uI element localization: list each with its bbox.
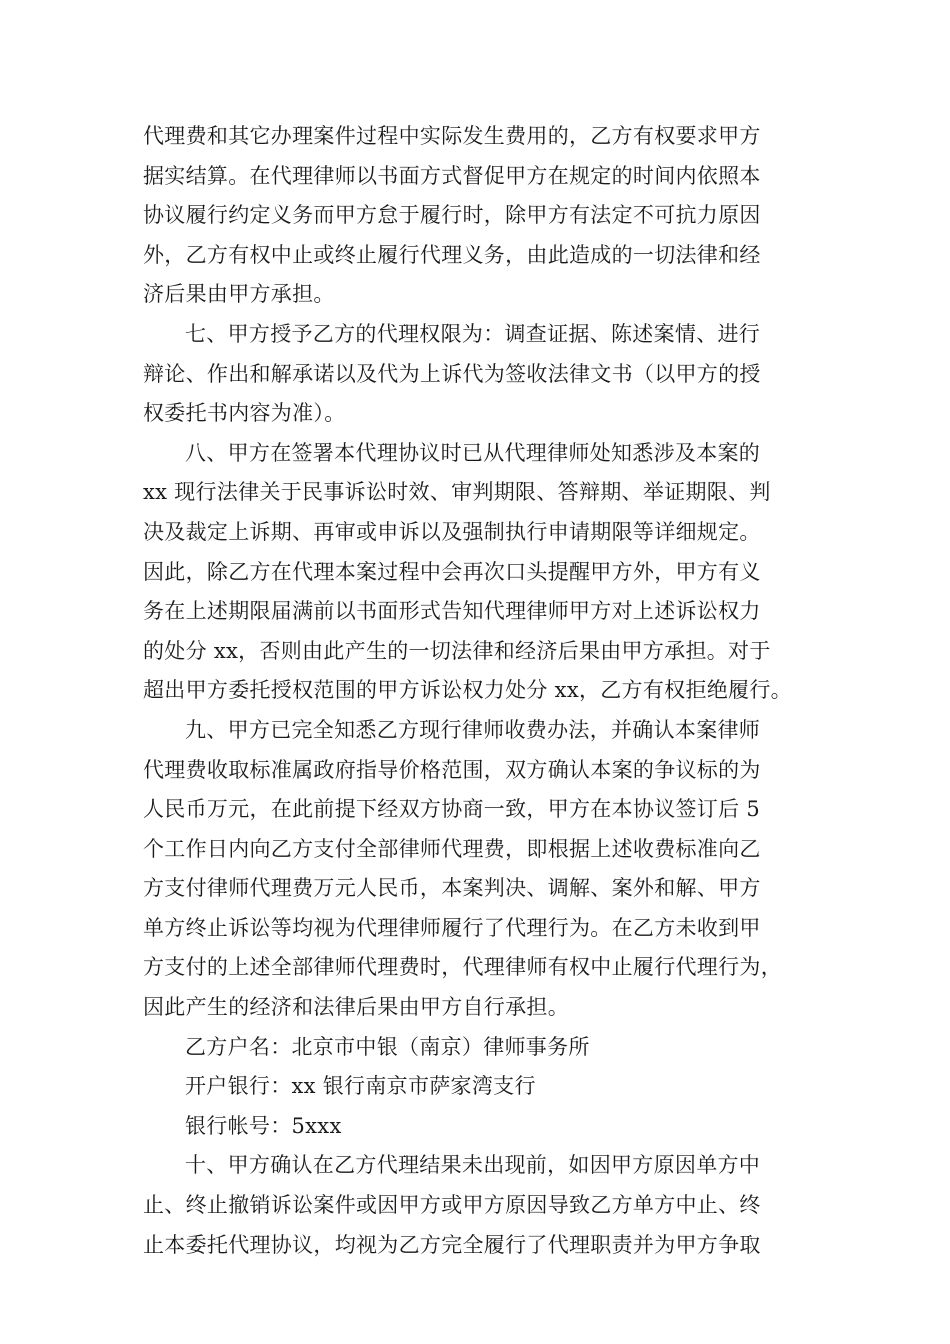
text-line: 个工作日内向乙方支付全部律师代理费，即根据上述收费标准向乙 xyxy=(143,836,761,861)
bank-name-line xyxy=(143,1067,807,1107)
text-line: 辩论、作出和解承诺以及代为上诉代为签收法律文书（以甲方的授 xyxy=(143,361,761,386)
text-line: 十、甲方确认在乙方代理结果未出现前，如因甲方原因单方中 xyxy=(185,1153,761,1178)
text-line: 七、甲方授予乙方的代理权限为：调查证据、陈述案情、进行 xyxy=(185,321,761,346)
text-line: 因此，除乙方在代理本案过程中会再次口头提醒甲方外，甲方有义 xyxy=(143,559,761,584)
account-number: 银行帐号：5xxx xyxy=(185,1113,342,1138)
text-line: 超出甲方委托授权范围的甲方诉讼权力处分 xx，乙方有权拒绝履行。 xyxy=(143,678,792,703)
bank-name: 开户银行：xx 银行南京市萨家湾支行 xyxy=(185,1074,536,1099)
text-line: 协议履行约定义务而甲方怠于履行时，除甲方有法定不可抗力原因 xyxy=(143,203,761,228)
account-name: 乙方户名：北京市中银（南京）律师事务所 xyxy=(185,1034,590,1059)
text-line: 务在上述期限届满前以书面形式告知代理律师甲方对上述诉讼权力 xyxy=(143,599,761,624)
document-body xyxy=(143,117,807,1265)
text-line: 外，乙方有权中止或终止履行代理义务，由此造成的一切法律和经 xyxy=(143,242,761,267)
text-line: 方支付律师代理费万元人民币，本案判决、调解、案外和解、甲方 xyxy=(143,876,761,901)
text-line: 的处分 xx，否则由此产生的一切法律和经济后果由甲方承担。对于 xyxy=(143,638,771,663)
text-line: xx 现行法律关于民事诉讼时效、审判期限、答辩期、举证期限、判 xyxy=(143,480,771,505)
text-line: 人民币万元，在此前提下经双方协商一致，甲方在本协议签订后 5 xyxy=(143,797,761,822)
text-line: 代理费收取标准属政府指导价格范围，双方确认本案的争议标的为 xyxy=(143,757,761,782)
paragraph-7 xyxy=(143,315,807,434)
text-line: 方支付的上述全部律师代理费时，代理律师有权中止履行代理行为， xyxy=(143,955,782,980)
text-line: 权委托书内容为准）。 xyxy=(143,401,346,426)
paragraph-10 xyxy=(143,1146,807,1265)
text-line: 九、甲方已完全知悉乙方现行律师收费办法，并确认本案律师 xyxy=(185,717,761,742)
account-number-line xyxy=(143,1107,807,1147)
paragraph-8 xyxy=(143,434,807,711)
text-line: 止本委托代理协议，均视为乙方完全履行了代理职责并为甲方争取 xyxy=(143,1232,761,1257)
account-name-line xyxy=(143,1028,807,1068)
text-line: 八、甲方在签署本代理协议时已从代理律师处知悉涉及本案的 xyxy=(185,440,761,465)
text-line: 单方终止诉讼等均视为代理律师履行了代理行为。在乙方未收到甲 xyxy=(143,915,761,940)
text-line: 止、终止撤销诉讼案件或因甲方或甲方原因导致乙方单方中止、终 xyxy=(143,1193,761,1218)
text-line: 决及裁定上诉期、再审或申诉以及强制执行申请期限等详细规定。 xyxy=(143,519,761,544)
text-line: 代理费和其它办理案件过程中实际发生费用的，乙方有权要求甲方 xyxy=(143,124,761,148)
paragraph-9 xyxy=(143,711,807,1028)
text-line: 因此产生的经济和法律后果由甲方自行承担。 xyxy=(143,995,569,1020)
text-line: 济后果由甲方承担。 xyxy=(143,282,335,307)
text-line: 据实结算。在代理律师以书面方式督促甲方在规定的时间内依照本 xyxy=(143,163,761,188)
paragraph-6-continuation xyxy=(143,117,807,315)
